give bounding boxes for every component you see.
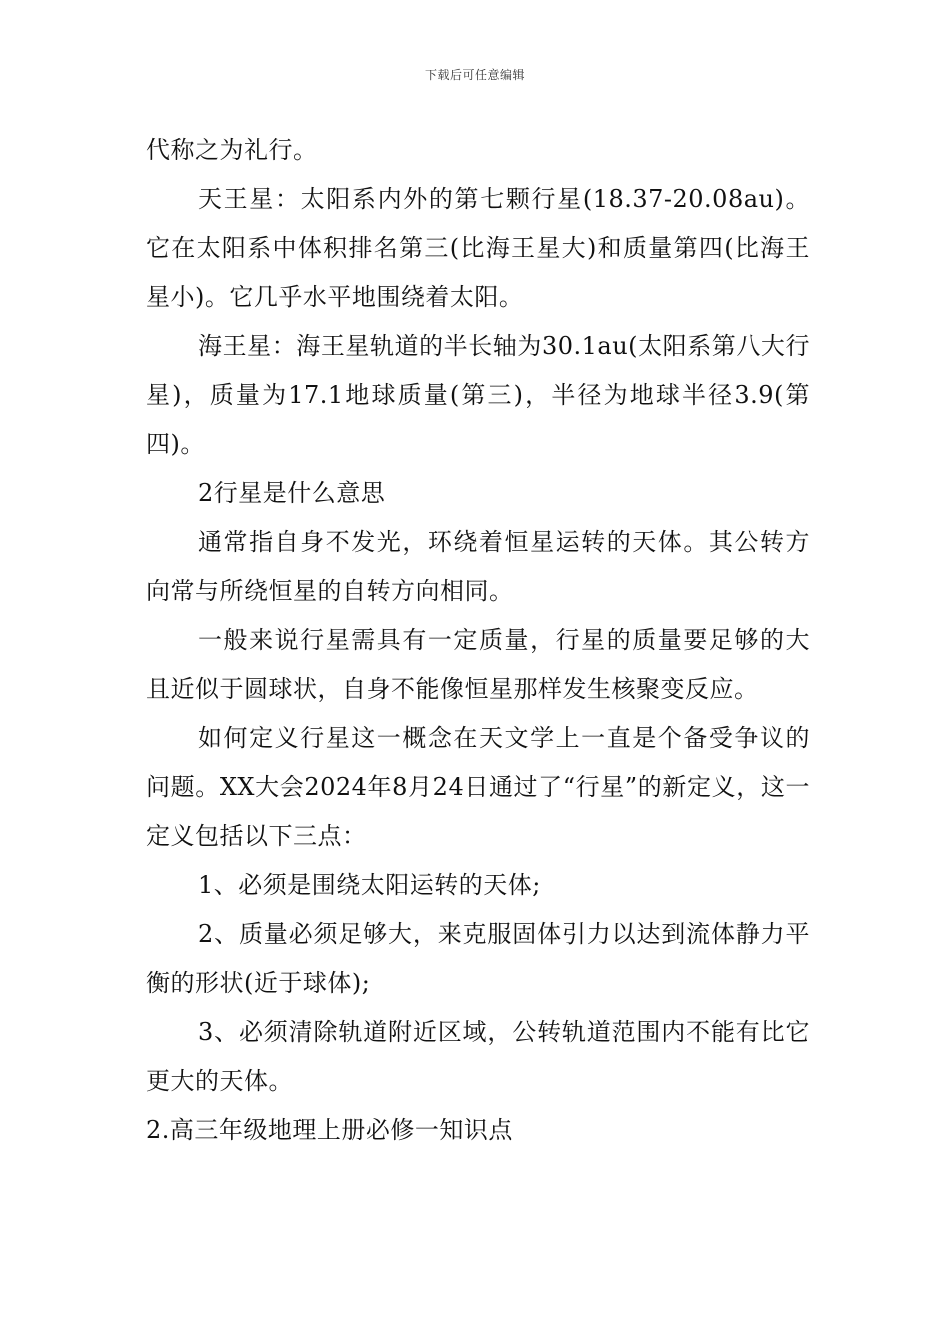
list-item-1: 1、必须是围绕太阳运转的天体; [198, 871, 541, 899]
paragraph-controversy: 如何定义行星这一概念在天文学上一直是个备受争议的问题。XX大会2024年8月24日通过了“行星”的新定义，这一定义包括以下三点： [146, 724, 810, 850]
paragraph-neptune: 海王星：海王星轨道的半长轴为30.1au(太阳系第八大行星)，质量为17.1地球质量(第三)，半径为地球半径3.9(第四)。 [146, 332, 810, 458]
list-item-3: 3、必须清除轨道附近区域，公转轨道范围内不能有比它更大的天体。 [146, 1018, 810, 1095]
paragraph-definition: 通常指自身不发光，环绕着恒星运转的天体。其公转方向常与所绕恒星的自转方向相同。 [146, 528, 810, 605]
paragraph-mass: 一般来说行星需具有一定质量，行星的质量要足够的大且近似于圆球状，自身不能像恒星那样发生核聚变反应。 [146, 626, 810, 703]
paragraph-uranus: 天王星：太阳系内外的第七颗行星(18.37-20.08au)。它在太阳系中体积排名第三(比海王星大)和质量第四(比海王星小)。它几乎水平地围绕着太阳。 [146, 185, 810, 311]
page-header: 下载后可任意编辑 [424, 68, 525, 82]
section-heading-geography: 2.高三年级地理上册必修一知识点 [146, 1116, 513, 1144]
document-body [146, 126, 810, 1155]
section-heading-planet-meaning: 2行星是什么意思 [198, 479, 386, 507]
paragraph-1: 代称之为礼行。 [146, 136, 318, 164]
list-item-2: 2、质量必须足够大，来克服固体引力以达到流体静力平衡的形状(近于球体); [146, 920, 810, 997]
